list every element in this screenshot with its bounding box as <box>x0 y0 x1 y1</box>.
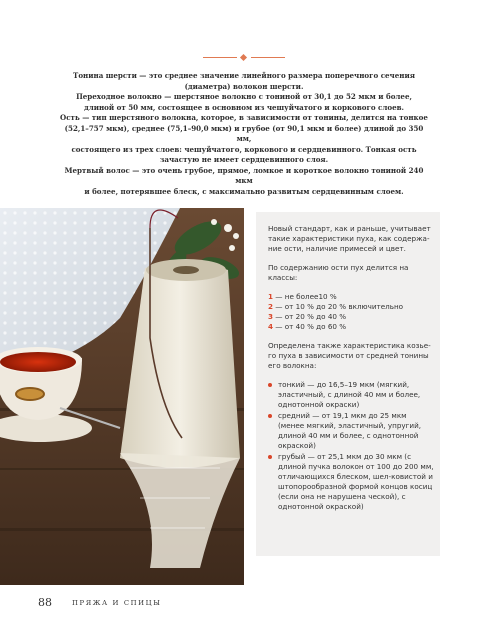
intro-line: Переходное волокно — шерстяное волокно с тониной от 30,1 до 52 мкм и более, <box>76 92 412 101</box>
class-number: 3 <box>268 312 274 321</box>
sidebar-content <box>268 224 434 513</box>
class-item <box>268 302 434 312</box>
fineness-item <box>268 452 434 512</box>
intro-line: Ость — тип шерстяного волокна, которое, в зависимости от тонины, делится на тонкое <box>60 113 428 122</box>
class-number: 2 <box>268 302 274 311</box>
fineness-item <box>268 380 434 410</box>
intro-definitions <box>58 71 430 197</box>
fineness-text: грубый — от 25,1 мкм до 30 мкм (с длиной пучка волокон от 100 до 200 мм, отличающихся блеском, шел-ковистой и штопорообразной формой концов косиц (если она не нарушена ческой), с однотонной окраской) <box>278 452 434 511</box>
intro-line: длиной от 50 мм, состоящее в основном из чешуйчатого и коркового слоев. <box>83 102 405 112</box>
bullet-icon <box>268 383 272 387</box>
intro-line: (52,1–757 мкм), среднее (75,1–90,0 мкм) и грубое (от 90,1 мкм и более) длиной до 350 мм, <box>64 123 424 143</box>
intro-line: состоящего из трех слоев: чешуйчатого, коркового и сердцевинного. Тонкая ость <box>71 144 417 154</box>
yarn-photo <box>0 208 244 585</box>
fineness-item <box>268 411 434 451</box>
sidebar-paragraph: Определена также характеристика козье-го пуха в зависимости от средней тонины его волокна: <box>268 341 431 370</box>
sidebar-paragraph: Новый стандарт, как и раньше, учитывает такие характеристики пуха, как содержа-ние ости, наличие примесей и цвет. <box>268 224 431 253</box>
running-head: ПРЯЖА И СПИЦЫ <box>72 599 162 607</box>
intro-line: Тонина шерсти — это среднее значение линейного размера поперечного сечения <box>73 71 415 80</box>
class-item <box>268 292 434 302</box>
class-item <box>268 322 434 332</box>
class-number: 4 <box>268 322 274 331</box>
page-number: 88 <box>38 596 52 609</box>
class-list <box>268 292 434 332</box>
class-text: — не более10 % <box>273 292 337 301</box>
class-number: 1 <box>268 292 274 301</box>
fineness-text: средний — от 19,1 мкм до 25 мкм (менее мягкий, эластичный, упругий, длиной 40 мм и более, с однотонной окраской) <box>278 411 422 450</box>
section-ornament <box>203 55 285 60</box>
fineness-list <box>268 380 434 512</box>
bullet-icon <box>268 455 272 459</box>
class-text: — от 10 % до 20 % включительно <box>273 302 404 311</box>
fineness-text: тонкий — до 16,5–19 мкм (мягкий, эластичный, с длиной 40 мм и более, однотонной окраски) <box>278 380 421 409</box>
class-item <box>268 312 434 322</box>
intro-line: зачастую не имеет сердцевинного слоя. <box>159 155 329 164</box>
class-text: — от 20 % до 40 % <box>273 312 347 321</box>
intro-line: Мертвый волос — это очень грубое, прямое, ломкое и короткое волокно тониной 240 мкм <box>64 165 424 185</box>
intro-line: (диаметра) волокон шерсти. <box>184 81 304 91</box>
class-text: — от 40 % до 60 % <box>273 322 347 331</box>
intro-line: и более, потерявшее блеск, с максимально развитым сердцевинным слоем. <box>84 186 404 196</box>
sidebar-paragraph: По содержанию ости пух делится на классы: <box>268 263 409 282</box>
bullet-icon <box>268 414 272 418</box>
